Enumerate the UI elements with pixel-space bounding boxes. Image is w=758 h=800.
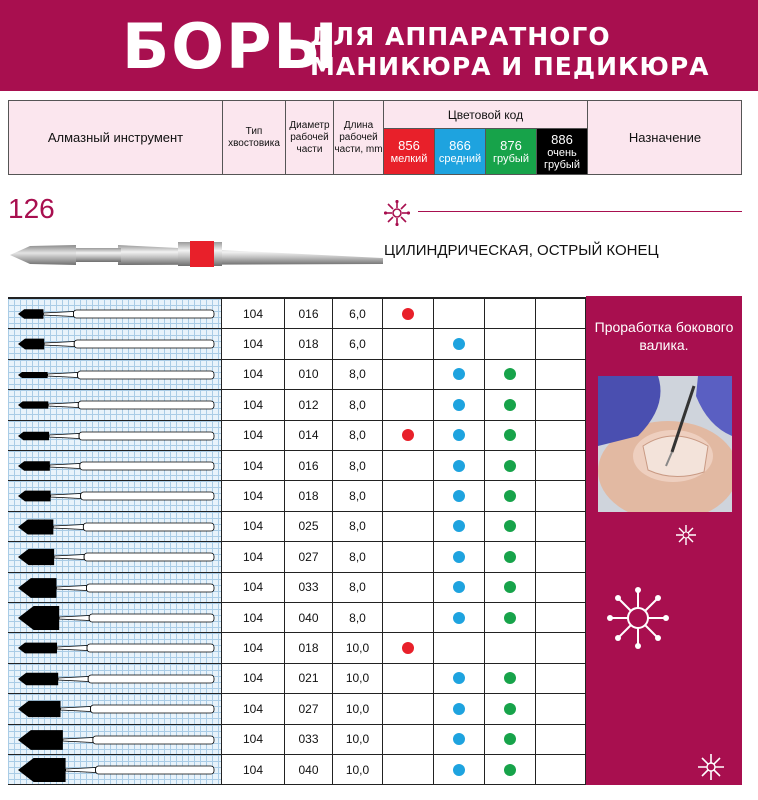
- availability-dot: [453, 551, 465, 563]
- grit-cell-856: [383, 481, 434, 510]
- bur-photo: [8, 234, 383, 276]
- product-name: ЦИЛИНДРИЧЕСКАЯ, ОСТРЫЙ КОНЕЦ: [384, 242, 659, 259]
- grit-cell-886: [536, 390, 586, 419]
- table-row: [8, 299, 586, 329]
- grit-cell-856: [383, 633, 434, 662]
- snowflake-icon: [606, 586, 670, 650]
- table-row: [8, 694, 586, 724]
- grit-cell-856: [383, 573, 434, 602]
- grit-cell-876: [485, 481, 536, 510]
- availability-dot: [504, 612, 516, 624]
- availability-dot: [504, 672, 516, 684]
- diameter-cell: 014: [285, 421, 333, 450]
- shank-type-cell: 104: [222, 329, 285, 358]
- grit-cell-876: [485, 725, 536, 754]
- grit-desc: очень грубый: [544, 147, 580, 171]
- length-cell: 8,0: [333, 390, 383, 419]
- grit-cell-866: [434, 573, 485, 602]
- bur-diagram: [8, 451, 222, 480]
- bur-diagram: [8, 694, 222, 723]
- table-row: [8, 664, 586, 694]
- shank-type-cell: 104: [222, 360, 285, 389]
- grit-cell-866: [434, 421, 485, 450]
- shank-type-cell: 104: [222, 603, 285, 632]
- length-cell: 8,0: [333, 573, 383, 602]
- diameter-cell: 018: [285, 633, 333, 662]
- length-cell: 10,0: [333, 633, 383, 662]
- bur-diagram: [8, 512, 222, 541]
- diameter-cell: 027: [285, 542, 333, 571]
- grit-desc: грубый: [493, 153, 529, 165]
- grit-code: 856: [398, 138, 420, 153]
- shank-type-cell: 104: [222, 664, 285, 693]
- length-cell: 8,0: [333, 451, 383, 480]
- grit-cell-886: [536, 755, 586, 784]
- diameter-cell: 016: [285, 451, 333, 480]
- header-working-diameter: Диаметр рабочей части: [286, 101, 334, 174]
- bur-diagram: [8, 421, 222, 450]
- grit-cell-856: [383, 755, 434, 784]
- grit-cell-866: [434, 329, 485, 358]
- grit-cell-876: [485, 755, 536, 784]
- availability-dot: [453, 338, 465, 350]
- diameter-cell: 040: [285, 755, 333, 784]
- availability-dot: [453, 429, 465, 441]
- diameter-cell: 012: [285, 390, 333, 419]
- shank-type-cell: 104: [222, 451, 285, 480]
- availability-dot: [504, 399, 516, 411]
- bur-diagram: [8, 633, 222, 662]
- availability-dot: [504, 520, 516, 532]
- header-purpose: Назначение: [628, 129, 702, 145]
- availability-dot: [453, 703, 465, 715]
- grit-cell-866: [434, 481, 485, 510]
- availability-dot: [453, 490, 465, 502]
- grit-cell-876: [485, 299, 536, 328]
- availability-dot: [504, 429, 516, 441]
- availability-dot: [504, 703, 516, 715]
- shank-type-cell: 104: [222, 694, 285, 723]
- availability-dot: [402, 429, 414, 441]
- grit-cell-856: [383, 512, 434, 541]
- diameter-cell: 033: [285, 725, 333, 754]
- grit-cell-866: [434, 694, 485, 723]
- shank-type-cell: 104: [222, 755, 285, 784]
- heading-divider: [418, 211, 742, 212]
- grit-cell-876: [485, 451, 536, 480]
- purpose-text: Проработка бокового валика.: [594, 319, 734, 353]
- grit-cell-856: [383, 664, 434, 693]
- availability-dot: [402, 642, 414, 654]
- grit-876-swatch: [486, 129, 537, 174]
- bur-shape-icon: [8, 299, 222, 329]
- grit-cell-866: [434, 603, 485, 632]
- grit-cell-856: [383, 360, 434, 389]
- title-banner: [0, 0, 758, 91]
- table-row: [8, 390, 586, 420]
- bur-shape-icon: [8, 664, 222, 694]
- diameter-cell: 018: [285, 329, 333, 358]
- table-row: [8, 725, 586, 755]
- bur-shape-icon: [8, 421, 222, 451]
- banner-subtitle-line-2: МАНИКЮРА И ПЕДИКЮРА: [310, 52, 710, 81]
- snowflake-icon: [696, 752, 726, 782]
- table-row: [8, 481, 586, 511]
- length-cell: 8,0: [333, 512, 383, 541]
- table-row: [8, 421, 586, 451]
- grit-cell-886: [536, 573, 586, 602]
- diameter-cell: 010: [285, 360, 333, 389]
- length-cell: 8,0: [333, 603, 383, 632]
- diameter-cell: 018: [285, 481, 333, 510]
- grit-cell-886: [536, 299, 586, 328]
- diameter-cell: 021: [285, 664, 333, 693]
- product-number: 126: [8, 193, 55, 224]
- availability-dot: [504, 368, 516, 380]
- table-row: [8, 451, 586, 481]
- bur-shape-icon: [8, 542, 222, 572]
- grit-cell-856: [383, 421, 434, 450]
- bur-diagram: [8, 603, 222, 632]
- product-table: [8, 297, 586, 784]
- bur-shape-icon: [8, 390, 222, 420]
- bur-shape-icon: [8, 360, 222, 390]
- grit-cell-866: [434, 360, 485, 389]
- grit-cell-856: [383, 725, 434, 754]
- grit-cell-876: [485, 542, 536, 571]
- bur-shape-icon: [8, 755, 222, 785]
- table-row: [8, 603, 586, 633]
- bur-shape-icon: [8, 725, 222, 755]
- table-row: [8, 360, 586, 390]
- shank-type-cell: 104: [222, 481, 285, 510]
- grit-cell-886: [536, 421, 586, 450]
- availability-dot: [453, 733, 465, 745]
- grit-cell-856: [383, 299, 434, 328]
- grit-cell-866: [434, 299, 485, 328]
- bur-shape-icon: [8, 694, 222, 724]
- grit-code: 866: [449, 138, 471, 153]
- grit-cell-856: [383, 390, 434, 419]
- snowflake-icon: [675, 524, 697, 546]
- grit-cell-866: [434, 755, 485, 784]
- bur-diagram: [8, 299, 222, 328]
- grit-cell-886: [536, 725, 586, 754]
- shank-type-cell: 104: [222, 299, 285, 328]
- grit-cell-886: [536, 633, 586, 662]
- grit-cell-856: [383, 329, 434, 358]
- bur-shape-icon: [8, 603, 222, 633]
- grit-cell-856: [383, 542, 434, 571]
- grit-cell-876: [485, 512, 536, 541]
- grit-cell-886: [536, 512, 586, 541]
- table-row: [8, 329, 586, 359]
- grit-866-swatch: [435, 129, 486, 174]
- bur-shape-icon: [8, 451, 222, 481]
- bur-diagram: [8, 725, 222, 754]
- availability-dot: [504, 764, 516, 776]
- grit-cell-856: [383, 603, 434, 632]
- header-working-length: Длина рабочей части, mm: [334, 101, 384, 174]
- grit-cell-876: [485, 633, 536, 662]
- table-row: [8, 512, 586, 542]
- grit-cell-886: [536, 694, 586, 723]
- grit-cell-876: [485, 390, 536, 419]
- table-row: [8, 633, 586, 663]
- availability-dot: [504, 581, 516, 593]
- availability-dot: [453, 612, 465, 624]
- bur-shape-icon: [8, 512, 222, 542]
- length-cell: 10,0: [333, 755, 383, 784]
- diameter-cell: 040: [285, 603, 333, 632]
- pedicure-photo: [598, 376, 732, 512]
- availability-dot: [504, 733, 516, 745]
- availability-dot: [402, 308, 414, 320]
- grit-cell-886: [536, 664, 586, 693]
- bur-diagram: [8, 664, 222, 693]
- shank-type-cell: 104: [222, 542, 285, 571]
- bur-diagram: [8, 390, 222, 419]
- grit-cell-876: [485, 664, 536, 693]
- table-row: [8, 573, 586, 603]
- length-cell: 8,0: [333, 421, 383, 450]
- length-cell: 8,0: [333, 360, 383, 389]
- grit-cell-886: [536, 329, 586, 358]
- purpose-panel: [586, 296, 742, 785]
- availability-dot: [504, 490, 516, 502]
- availability-dot: [453, 368, 465, 380]
- length-cell: 10,0: [333, 694, 383, 723]
- length-cell: 6,0: [333, 329, 383, 358]
- bur-shape-icon: [8, 481, 222, 511]
- shank-type-cell: 104: [222, 390, 285, 419]
- grit-cell-886: [536, 542, 586, 571]
- header-shank-type: Тип хвостовика: [223, 101, 286, 174]
- bur-diagram: [8, 573, 222, 602]
- shank-type-cell: 104: [222, 725, 285, 754]
- grit-cell-866: [434, 725, 485, 754]
- grit-cell-876: [485, 329, 536, 358]
- grit-cell-876: [485, 360, 536, 389]
- availability-dot: [504, 460, 516, 472]
- grit-cell-856: [383, 694, 434, 723]
- length-cell: 6,0: [333, 299, 383, 328]
- length-cell: 8,0: [333, 542, 383, 571]
- bur-shape-icon: [8, 633, 222, 663]
- availability-dot: [453, 399, 465, 411]
- length-cell: 10,0: [333, 725, 383, 754]
- diameter-cell: 033: [285, 573, 333, 602]
- grit-cell-866: [434, 633, 485, 662]
- grit-cell-876: [485, 573, 536, 602]
- shank-type-cell: 104: [222, 633, 285, 662]
- grit-cell-866: [434, 390, 485, 419]
- table-header: [8, 100, 742, 175]
- snowflake-icon: [384, 200, 410, 226]
- grit-desc: средний: [438, 153, 482, 165]
- availability-dot: [453, 764, 465, 776]
- availability-dot: [453, 581, 465, 593]
- length-cell: 10,0: [333, 664, 383, 693]
- shank-type-cell: 104: [222, 421, 285, 450]
- bur-diagram: [8, 481, 222, 510]
- shank-type-cell: 104: [222, 573, 285, 602]
- bur-diagram: [8, 755, 222, 784]
- table-row: [8, 755, 586, 785]
- grit-856-swatch: [384, 129, 435, 174]
- grit-cell-876: [485, 694, 536, 723]
- table-row: [8, 542, 586, 572]
- bur-diagram: [8, 542, 222, 571]
- diameter-cell: 027: [285, 694, 333, 723]
- grit-cell-866: [434, 542, 485, 571]
- header-color-code: Цветовой код: [384, 101, 588, 129]
- grit-cell-876: [485, 603, 536, 632]
- bur-shape-icon: [8, 573, 222, 603]
- grit-cell-886: [536, 603, 586, 632]
- availability-dot: [453, 672, 465, 684]
- header-instrument: Алмазный инструмент: [9, 101, 223, 174]
- bur-shape-icon: [8, 329, 222, 359]
- shank-type-cell: 104: [222, 512, 285, 541]
- grit-cell-866: [434, 664, 485, 693]
- bur-diagram: [8, 360, 222, 389]
- bur-diagram: [8, 329, 222, 358]
- grit-desc: мелкий: [390, 153, 428, 165]
- diameter-cell: 016: [285, 299, 333, 328]
- grit-cell-866: [434, 512, 485, 541]
- availability-dot: [453, 520, 465, 532]
- grit-886-swatch: [537, 129, 588, 174]
- banner-subtitle-line-1: ДЛЯ АППАРАТНОГО: [310, 22, 611, 51]
- grit-code: 876: [500, 138, 522, 153]
- grit-cell-886: [536, 360, 586, 389]
- grit-code: 886: [551, 132, 573, 147]
- grit-cell-866: [434, 451, 485, 480]
- diameter-cell: 025: [285, 512, 333, 541]
- availability-dot: [504, 551, 516, 563]
- length-cell: 8,0: [333, 481, 383, 510]
- grit-cell-886: [536, 451, 586, 480]
- grit-cell-886: [536, 481, 586, 510]
- banner-subtitle: [310, 22, 710, 82]
- availability-dot: [453, 460, 465, 472]
- banner-title: БОРЫ: [122, 10, 340, 83]
- grit-cell-876: [485, 421, 536, 450]
- grit-cell-856: [383, 451, 434, 480]
